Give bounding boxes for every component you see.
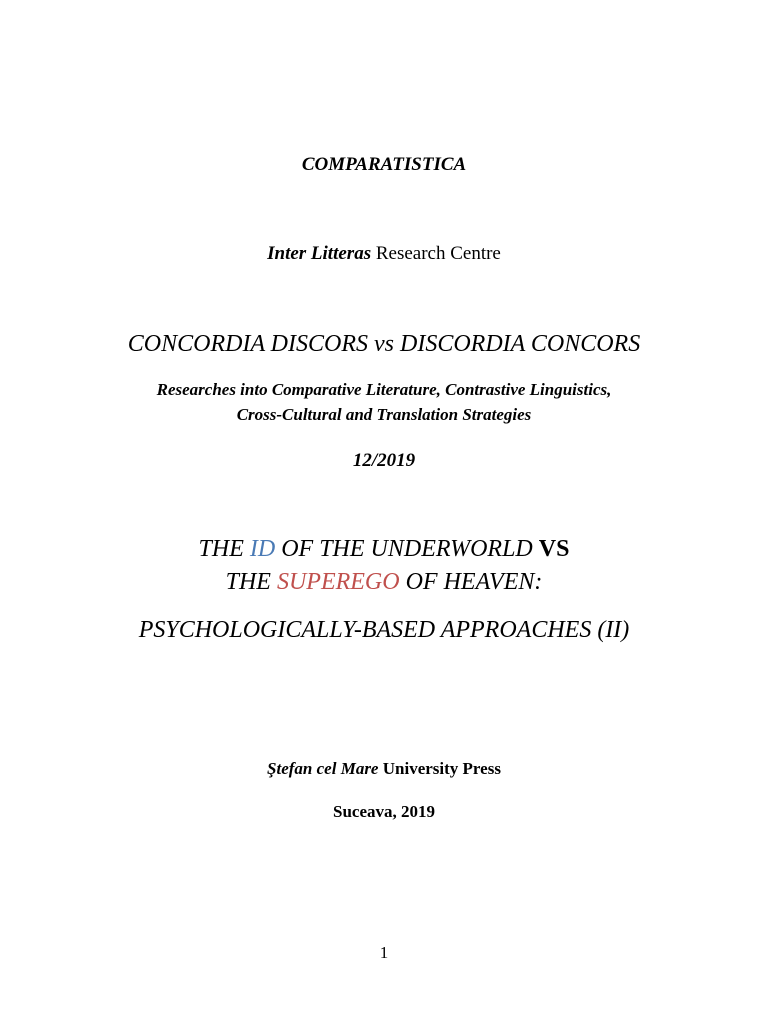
theme-vs: VS — [538, 536, 570, 562]
theme-superego-highlight: SUPEREGO — [276, 569, 400, 595]
theme-id-highlight: ID — [249, 536, 276, 562]
theme-line-3: PSYCHOLOGICALLY-BASED APPROACHES (II) — [138, 617, 630, 643]
subtitle-line-2: Cross-Cultural and Translation Strategies — [236, 405, 532, 424]
publisher-name: Ştefan cel Mare — [267, 759, 379, 778]
page-number: 1 — [379, 943, 389, 962]
issue-number: 12/2019 — [352, 450, 416, 471]
subtitle-line-1: Researches into Comparative Literature, Contrastive Linguistics, — [156, 380, 612, 399]
theme-line-1 — [0, 536, 768, 563]
theme-line-2-prefix: THE — [225, 569, 277, 595]
research-centre-suffix: Research Centre — [371, 243, 501, 264]
theme-line-2 — [0, 569, 768, 596]
theme-line-1-middle: OF THE UNDERWORLD — [275, 536, 539, 562]
publisher-suffix: University Press — [378, 759, 501, 778]
research-centre — [0, 243, 768, 265]
volume-title: CONCORDIA DISCORS vs DISCORDIA CONCORS — [127, 331, 641, 357]
series-title: COMPARATISTICA — [301, 154, 467, 175]
publisher — [0, 759, 768, 779]
theme-line-1-prefix: THE — [198, 536, 250, 562]
research-centre-name: Inter Litteras — [267, 243, 372, 264]
theme-line-2-suffix: OF HEAVEN: — [399, 569, 543, 595]
place-year: Suceava, 2019 — [333, 802, 435, 821]
